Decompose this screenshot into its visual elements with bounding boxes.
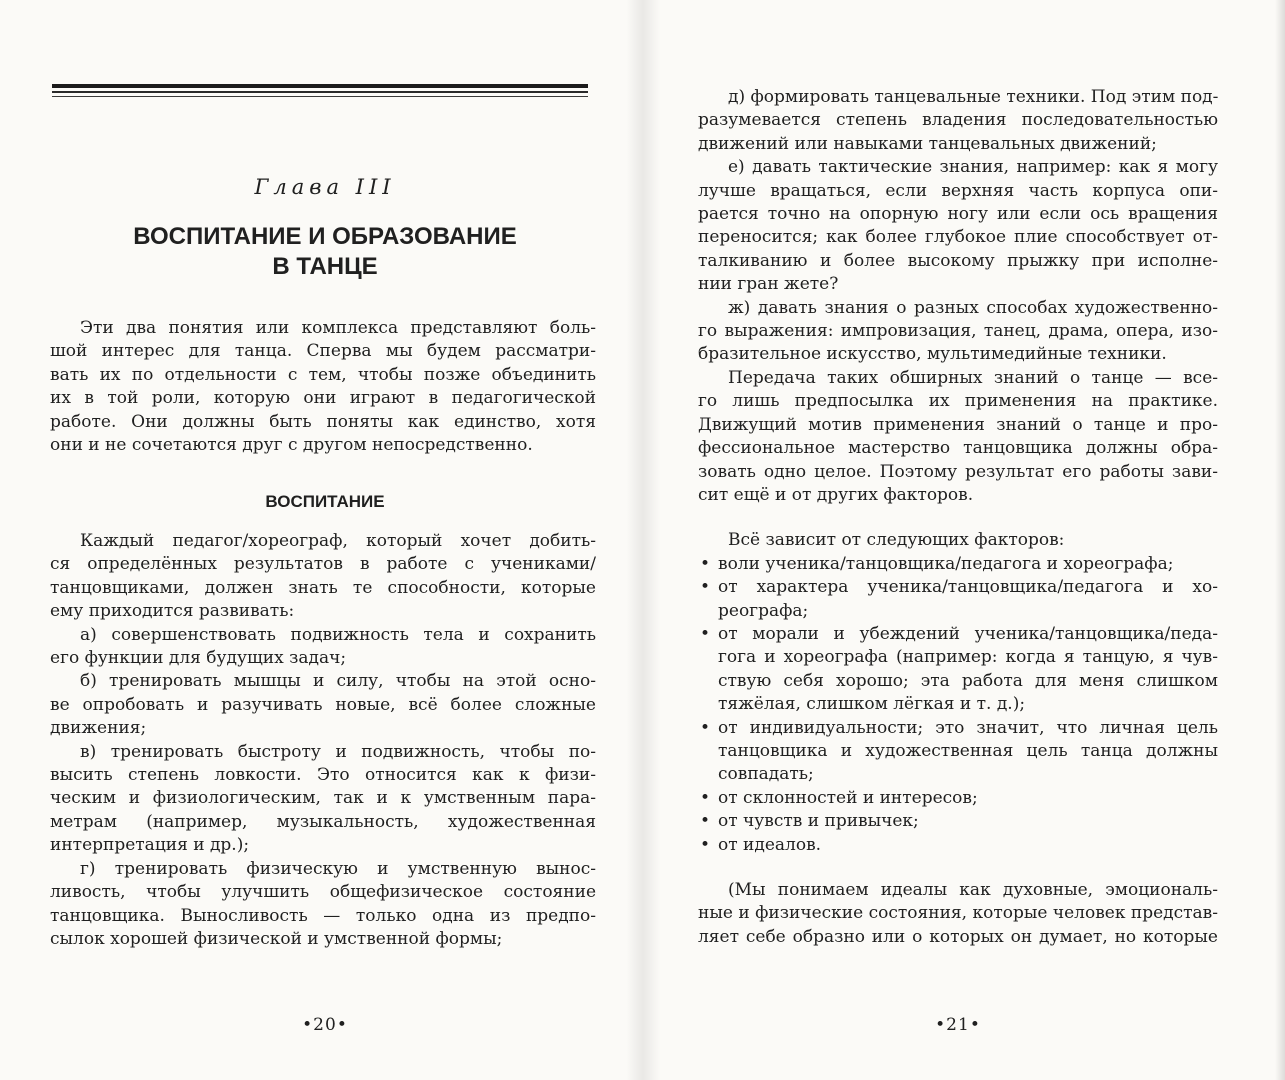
right-top-text	[698, 86, 1218, 949]
text-line: ве опробовать и разучивать новые, всё более сложные	[50, 694, 596, 715]
bullet-icon: •	[700, 787, 711, 808]
bullet-text: от склонностей и интересов;	[718, 787, 978, 808]
text-line: а) совершенствовать подвижность тела и сохранить	[80, 624, 596, 645]
section-heading: ВОСПИТАНИЕ	[265, 492, 385, 511]
bullet-icon: •	[700, 553, 711, 574]
text-line: Эти два понятия или комплекса представляют боль-	[80, 318, 596, 338]
right-page	[698, 0, 1220, 1080]
text-line: их в той роли, которую они играют в педагогической	[50, 388, 596, 409]
bullet-icon: •	[700, 623, 711, 644]
bullet-continuation: ствую себя хорошо; эта работа для меня слишком	[718, 670, 1218, 691]
text-line: ляет себе образно или о которых он думает, но которые	[698, 926, 1218, 947]
left-page	[50, 0, 600, 1080]
text-line: переносится; как более глубокое плие способствует от-	[698, 227, 1218, 248]
text-line: работе. Они должны быть поняты как единство, хотя	[50, 411, 596, 432]
text-line: го выражения: импровизация, танец, драма, опера, изо-	[698, 321, 1218, 342]
page-number: •21•	[935, 1015, 981, 1035]
text-line: ливость, чтобы улучшить общефизическое состояние	[50, 882, 596, 903]
text-line: (Мы понимаем идеалы как духовные, эмоциональ-	[728, 880, 1218, 900]
text-line: бразительное искусство, мультимедийные техники.	[698, 344, 1167, 365]
chapter-title-line: В ТАНЦЕ	[272, 253, 378, 280]
page-edge-shadow	[1275, 0, 1285, 1080]
text-line: в) тренировать быстроту и подвижность, чтобы по-	[80, 741, 596, 762]
bullet-icon: •	[700, 834, 711, 855]
bullet-item	[698, 553, 1218, 576]
chapter-rule	[52, 84, 588, 97]
bullet-text: от идеалов.	[718, 834, 822, 855]
text-line: Движущий мотив применения знаний о танце и про-	[698, 414, 1218, 435]
text-line: его функции для будущих задач;	[50, 648, 347, 669]
text-line: движений или навыками танцевальных движений;	[698, 133, 1157, 154]
bullet-item	[698, 623, 1218, 646]
bullet-text: от характера ученика/танцовщика/педагога и хо-	[718, 577, 1218, 598]
text-line: ж) давать знания о разных способах художественно-	[728, 297, 1218, 318]
bullet-text: от морали и убеждений ученика/танцовщика/педа-	[718, 623, 1218, 644]
text-line: ся определённых результатов в работе с учениками/	[50, 554, 596, 575]
book-gutter	[626, 0, 660, 1080]
text-line: нии гран жете?	[698, 274, 839, 295]
bullet-continuation: гога и хореографа (например: когда я танцую, я чув-	[718, 647, 1218, 668]
bullet-icon: •	[700, 811, 711, 832]
text-line: е) давать тактические знания, например: как я могу	[728, 157, 1218, 178]
text-line: фессиональное мастерство танцовщика должны обра-	[698, 438, 1218, 459]
bullet-item	[698, 576, 1218, 599]
text-line: д) формировать танцевальные техники. Под этим под-	[728, 87, 1219, 107]
text-line: интерпретация и др.);	[50, 835, 250, 856]
text-line: б) тренировать мышцы и силу, чтобы на этой осно-	[80, 671, 596, 692]
text-line: зовать одно целое. Поэтому результат его работы зави-	[698, 461, 1218, 482]
text-line: разумевается степень владения последовательностью	[698, 110, 1218, 131]
text-line: высить степень ловкости. Это относится как к физи-	[50, 765, 596, 786]
bullet-continuation: реографа;	[718, 600, 809, 621]
text-line: танцовщиками, должен знать те способности, которые	[50, 577, 596, 598]
text-line: движения;	[50, 718, 147, 739]
bullet-item	[698, 810, 1218, 833]
text-line: метрам (например, музыкальность, художественная	[50, 811, 596, 832]
chapter-title	[50, 222, 600, 282]
text-line: ческим и физиологическим, так и к умственным пара-	[50, 788, 596, 809]
bullet-text: от чувств и привычек;	[718, 811, 919, 832]
text-line: ные и физические состояния, которые человек представ-	[698, 903, 1218, 924]
text-line: рается точно на опорную ногу или если ось вращения	[698, 204, 1218, 225]
bullet-continuation: совпадать;	[718, 764, 814, 785]
bullet-icon: •	[700, 717, 711, 738]
chapter-title-line: ВОСПИТАНИЕ И ОБРАЗОВАНИЕ	[133, 223, 517, 250]
bullet-continuation: танцовщика и художественная цель танца должны	[718, 740, 1218, 761]
bullet-item	[698, 787, 1218, 810]
text-line: Каждый педагог/хореограф, который хочет добить-	[80, 531, 596, 551]
bullet-continuation: тяжёлая, слишком лёгкая и т. д.);	[718, 694, 1026, 715]
text-line: г) тренировать физическую и умственную вынос-	[80, 858, 596, 879]
bullet-icon: •	[700, 577, 711, 598]
chapter-label: Глава III	[254, 175, 396, 199]
text-line: Передача таких обширных знаний о танце — все-	[728, 367, 1218, 388]
text-line: сит ещё и от других факторов.	[698, 484, 974, 505]
text-line: ему приходится развивать:	[50, 601, 295, 622]
bullet-text: от индивидуальности; это значит, что личная цель	[718, 717, 1218, 738]
text-line: сылок хорошей физической и умственной формы;	[50, 928, 503, 949]
text-line: вать их по отдельности с тем, чтобы позже объединить	[50, 364, 596, 385]
intro-paragraph	[50, 317, 596, 457]
education-body	[50, 530, 596, 951]
text-line: талкиванию и более высокому прыжку при исполне-	[698, 250, 1218, 271]
text-line: они и не сочетаются друг с другом непосредственно.	[50, 435, 533, 456]
bullet-item	[698, 717, 1218, 740]
bullet-text: воли ученика/танцовщика/педагога и хореографа;	[718, 553, 1174, 574]
bullet-item	[698, 834, 1218, 857]
text-line: го лишь предпосылка их применения на практике.	[698, 391, 1218, 412]
text-line: лучше вращаться, если верхняя часть корпуса опи-	[698, 180, 1218, 201]
page-number: •20•	[302, 1015, 348, 1035]
factors-intro: Всё зависит от следующих факторов:	[728, 530, 1065, 551]
text-line: шой интерес для танца. Сперва мы будем рассматри-	[50, 341, 596, 362]
text-line: танцовщика. Выносливость — только одна из предпо-	[50, 905, 596, 926]
